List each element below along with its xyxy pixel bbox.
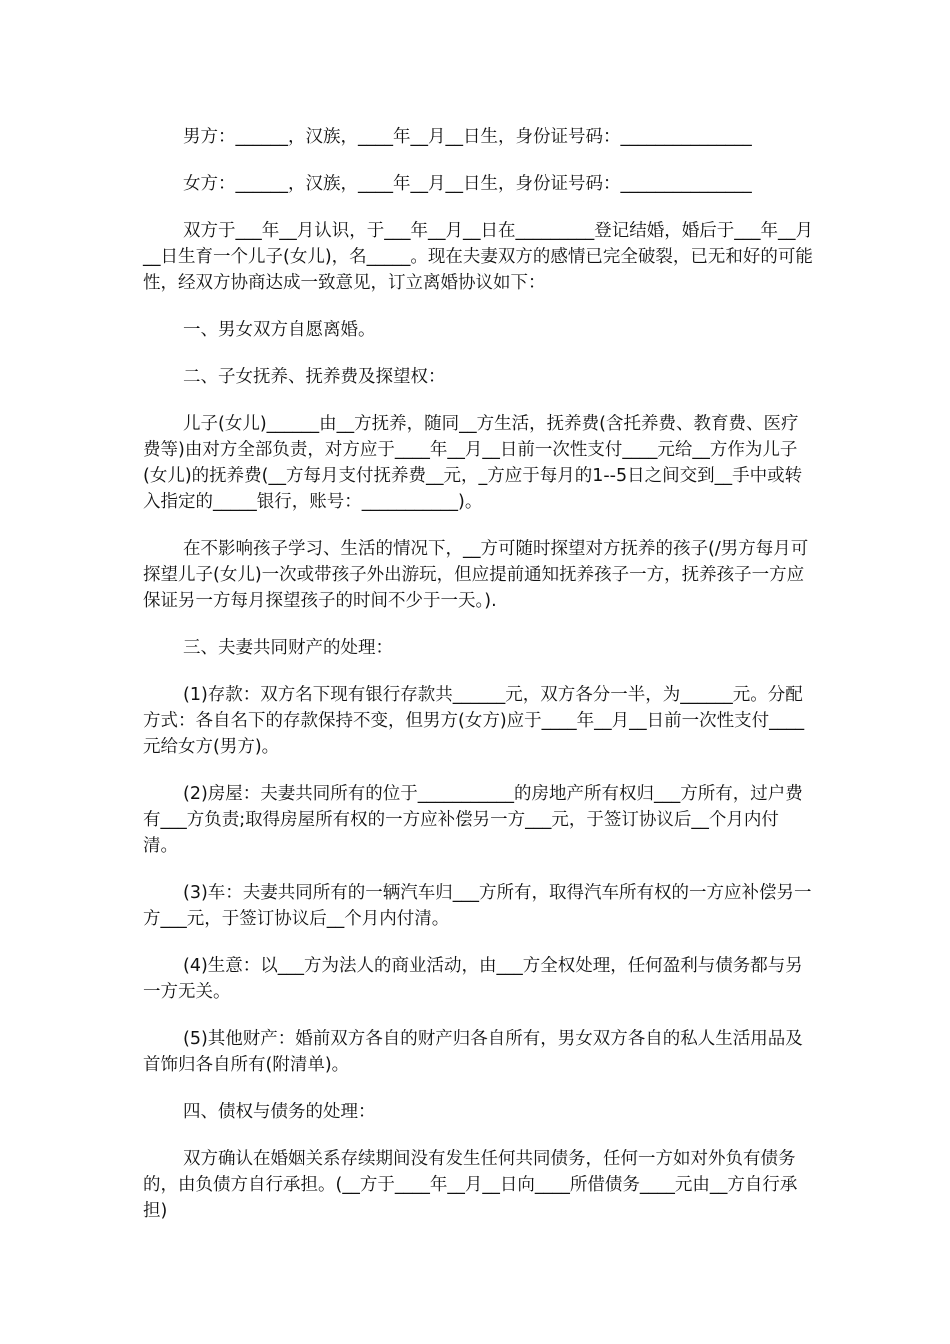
business-paragraph: (4)生意：以___方为法人的商业活动，由___方全权处理，任何盈利与债务都与另一方无关。 [143,956,803,1002]
wife-info-line: 女方：______，汉族，____年__月__日生，身份证号码：_______________ [183,174,752,194]
section-2-heading: 二、子女抚养、抚养费及探望权： [183,367,446,387]
deposits-paragraph: (1)存款：双方名下现有银行存款共______元，双方各分一半，为______元。分配方式：各自名下的存款保持不变，但男方(女方)应于____年__月__日前一次性支付____元给女方(男方)。 [143,685,805,757]
child-support-paragraph: 儿子(女儿)______由__方抚养，随同__方生活，抚养费(含托养费、教育费、医疗费等)由对方全部负责，对方应于____年__月__日前一次性支付____元给__方作为儿子(女儿)的抚养费(__方每月支付抚养费__元，_方应于每月的1--5日之间交到__手中或转入指定的_____银行，账号：___________)。 [143,414,803,512]
preamble-paragraph: 双方于___年__月认识，于___年__月__日在_________登记结婚，婚后于___年__月__日生育一个儿子(女儿)，名_____。现在夫妻双方的感情已完全破裂，已无和好的可能性，经双方协商达成一致意见，订立离婚协议如下： [143,221,813,293]
section-3-heading: 三、夫妻共同财产的处理： [183,638,393,658]
husband-info-line: 男方：______，汉族，____年__月__日生，身份证号码：_______________ [183,127,752,147]
visitation-paragraph: 在不影响孩子学习、生活的情况下，__方可随时探望对方抚养的孩子(/男方每月可探望儿子(女儿)一次或带孩子外出游玩，但应提前通知抚养孩子一方，抚养孩子一方应保证另一方每月探望孩子的时间不少于一天。). [143,539,809,611]
house-paragraph: (2)房屋：夫妻共同所有的位于___________的房地产所有权归___方所有，过户费有___方负责;取得房屋所有权的一方应补偿另一方___元，于签订协议后__个月内付清。 [143,784,803,856]
agreement-body [143,124,813,1224]
section-1-heading: 一、男女双方自愿离婚。 [183,320,376,340]
section-4-heading: 四、债权与债务的处理： [183,1102,376,1122]
other-property-paragraph: (5)其他财产：婚前双方各自的财产归各自所有，男女双方各自的私人生活用品及首饰归各自所有(附清单)。 [143,1029,803,1075]
car-paragraph: (3)车：夫妻共同所有的一辆汽车归___方所有，取得汽车所有权的一方应补偿另一方___元，于签订协议后__个月内付清。 [143,883,812,929]
debts-paragraph: 双方确认在婚姻关系存续期间没有发生任何共同债务，任何一方如对外负有债务的，由负债方自行承担。(__方于____年__月__日向____所借债务____元由__方自行承担) [143,1149,798,1221]
